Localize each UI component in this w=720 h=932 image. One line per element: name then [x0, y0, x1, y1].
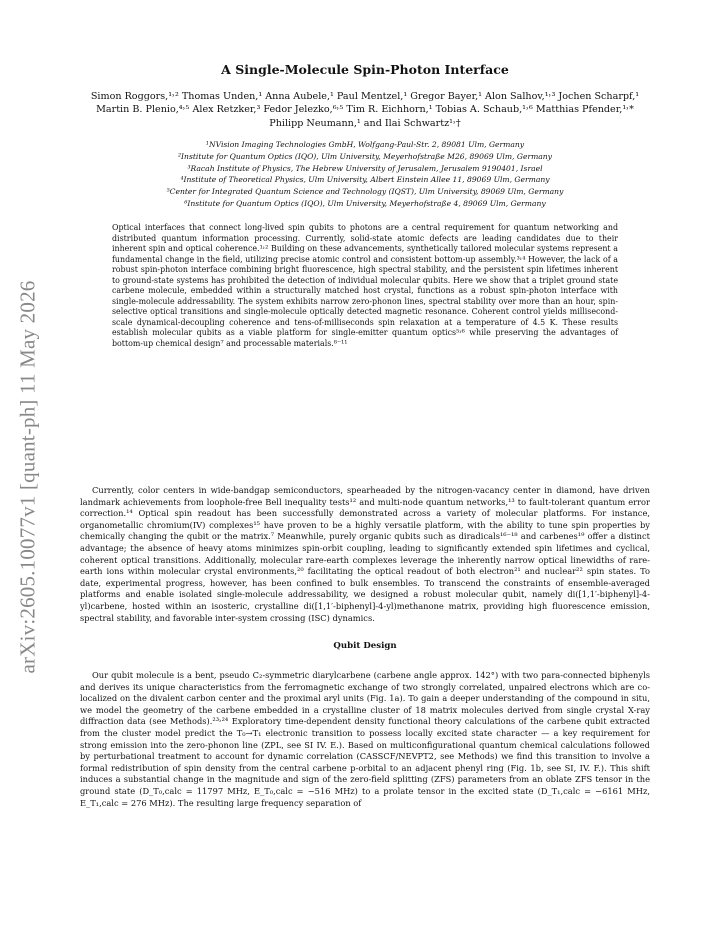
abstract: Optical interfaces that connect long-lived spin qubits to photons are a central requirement for quantum networking and distributed quantum information processing. Currently, solid-state atomic defects are leading candidates due to their inherent spin and optical coherence.¹˒² Building on these advancements, synthetically tailored molecular systems represent a fundamental change in the field, utilizing precise atomic control and consistent bottom-up assembly.³˒⁴ However, the lack of a robust spin-photon interface combining bright fluorescence, high spectral stability, and the persistent spin lifetimes inherent to ground-state systems has prohibited the detection of individual molecular qubits. Here we show that a triplet ground state carbene molecule, embedded within a structurally matched host crystal, functions as a robust spin-photon interface with single-molecule addressability. The system exhibits narrow zero-phonon lines, spectral stability over more than an hour, spin-selective optical transitions and single-molecule optically detected magnetic resonance. Coherent control yields millisecond-scale dynamical-decoupling coherence and tens-of-milliseconds spin relaxation at a temperature of 4.5 K. These results establish molecular qubits as a viable platform for single-emitter quantum optics⁵˒⁶ while preserving the advantages of bottom-up chemical design⁷ and processable materials.⁸⁻¹¹ [112, 223, 618, 348]
intro-paragraph: Currently, color centers in wide-bandgap semiconductors, spearheaded by the nitrogen-vacancy center in diamond, have driven landmark achievements from loophole-free Bell inequality tests¹² and multi-node quantum networks,¹³ to fault-tolerant quantum error correction.¹⁴ Optical spin readout has been successfully demonstrated across a variety of molecular platforms. For instance, organometallic chromium(IV) complexes¹⁵ have proven to be a highly versatile platform, with the ability to tune spin properties by chemically changing the qubit or the matrix.⁷ Meanwhile, purely organic qubits such as diradicals¹⁶⁻¹⁸ and carbenes¹⁹ offer a distinct advantage; the absence of heavy atoms minimizes spin-orbit coupling, leading to significantly extended spin lifetimes and cyclical, coherent optical transitions. Additionally, molecular rare-earth complexes leverage the inherently narrow optical linewidths of rare-earth ions within molecular crystal environments,²⁰ facilitating the optical readout of both electron²¹ and nuclear²² spin states. To date, experimental progress, however, has been confined to bulk ensembles. To transcend the constraints of ensemble-averaged platforms and enable isolated single-molecule addressability, we designed a robust molecular qubit, namely di([1,1′-biphenyl]-4-yl)carbene, hosted within an isosteric, crystalline di([1,1′-biphenyl]-4-yl)methanone matrix, providing high fluorescence emission, spectral stability, and favorable inter-system crossing (ISC) dynamics. [80, 485, 650, 623]
arxiv-identifier: arXiv:2605.10077v1 [quant-ph] 11 May 2026 [15, 280, 40, 674]
affiliation: ¹NVision Imaging Technologies GmbH, Wolfgang-Paul-Str. 2, 89081 Ulm, Germany [205, 140, 525, 149]
affiliation: ⁴Institute of Theoretical Physics, Ulm University, Albert Einstein Allee 11, 89069 Ulm, Germany [180, 175, 550, 185]
design-paragraph: Our qubit molecule is a bent, pseudo C₂-symmetric diarylcarbene (carbene angle approx. 142°) with two para-connected biphenyls and derives its unique characteristics from the ferromagnetic exchange of two strongly correlated, unpaired electrons which are co-localized on the divalent carbon center and the proximal aryl units (Fig. 1a). To gain a deeper understanding of the compound in situ, we model the geometry of the carbene embedded in a crystalline cluster of 18 matrix molecules derived from single crystal X-ray diffraction data (see Methods).²³˒²⁴ Exploratory time-dependent density functional theory calculations of the carbene qubit extracted from the cluster model predict the T₀→T₁ electronic transition to possess locally excited state character — a key requirement for strong emission into the zero-phonon line (ZPL, see SI IV. E.). Based on multiconfigurational quantum chemical calculations followed by perturbational treatment to account for dynamic correlation (CASSCF/NEVPT2, see Methods) we find this transition to involve a formal redistribution of spin density from the central carbene p-orbital to an adjacent phenyl ring (Fig. 1b, see SI, IV. F.). This shift induces a substantial change in the magnitude and sign of the zero-field splitting (ZFS) parameters from an oblate ZFS tensor in the ground state (D_T₀,calc = 11797 MHz, E_T₀,calc = −516 MHz) to a prolate tensor in the excited state (D_T₁,calc = −6161 MHz, E_T₁,calc = 276 MHz). The resulting large frequency separation of [80, 670, 650, 808]
affiliation: ³Racah Institute of Physics, The Hebrew University of Jerusalem, Jerusalem 9190401, Israel [187, 163, 543, 173]
section-heading: Qubit Design [333, 641, 397, 651]
author-list: Simon Roggors,¹˒² Thomas Unden,¹ Anna Aubele,¹ Paul Mentzel,¹ Gregor Bayer,¹ Alon Salhov,¹˒³ Jochen Scharpf,¹ Martin B. Plenio,⁴˒⁵ Alex Retzker,³ Fedor Jelezko,⁶˒⁵ Tim R. Eichhorn,¹ Tobias A. Schaub,¹˒⁶ Matthias Pfender,¹˒* Philipp Neumann,¹ and Ilai Schwartz¹˒† [90, 91, 640, 129]
arxiv-stamp [6, 262, 50, 692]
paper-title: A Single-Molecule Spin-Photon Interface [221, 62, 509, 77]
affiliation-list [90, 139, 640, 210]
affiliation: ⁵Center for Integrated Quantum Science and Technology (IQST), Ulm University, 89069 Ulm, Germany [166, 187, 564, 197]
affiliation: ²Institute for Quantum Optics (IQO), Ulm University, Meyerhofstraße M26, 89069 Ulm, Germany [178, 151, 552, 161]
affiliation: ⁶Institute for Quantum Optics (IQO), Ulm University, Meyerhofstraße 4, 89069 Ulm, Germany [184, 198, 546, 208]
